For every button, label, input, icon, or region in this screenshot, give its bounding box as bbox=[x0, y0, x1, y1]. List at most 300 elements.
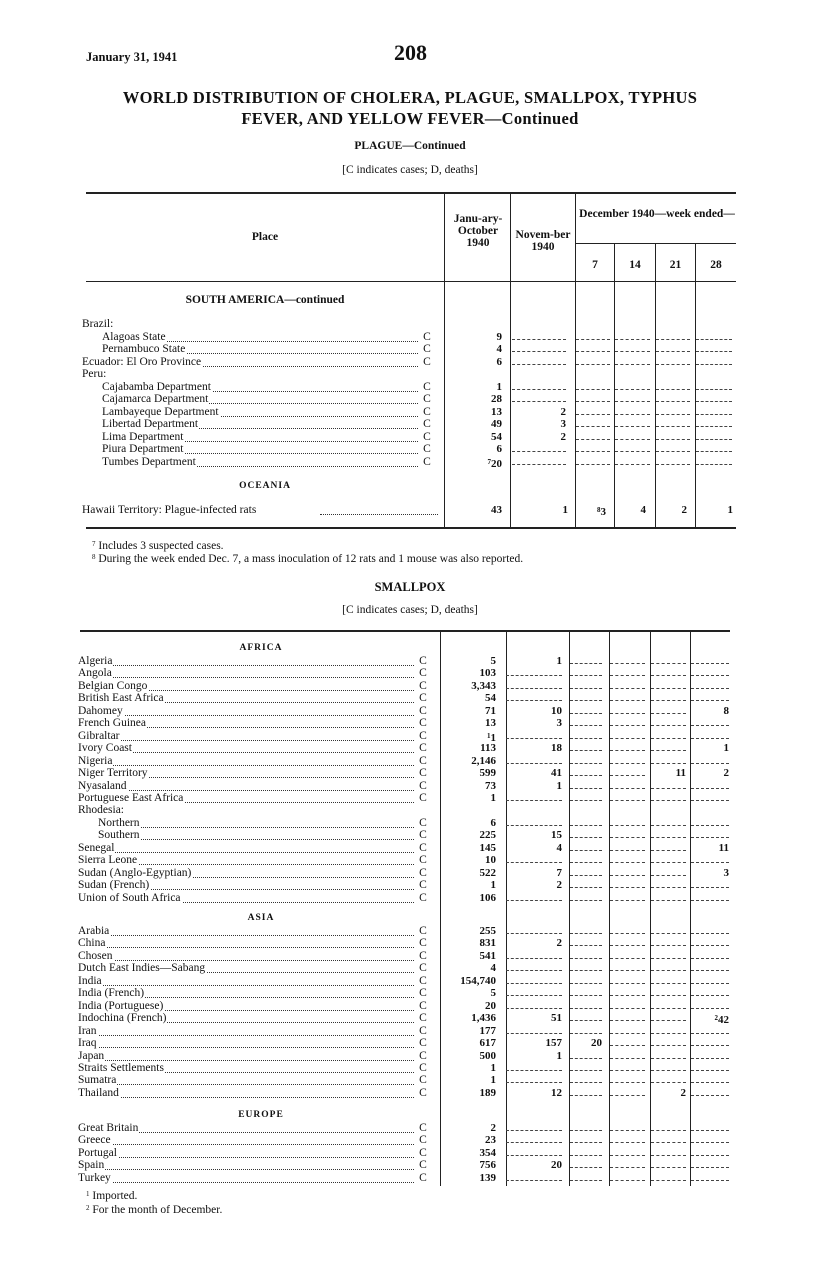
empty-cell-w7 bbox=[576, 406, 610, 415]
row-code: C bbox=[419, 1037, 427, 1050]
section-africa: AFRICA bbox=[239, 643, 283, 653]
empty-cell-w28 bbox=[691, 879, 729, 888]
row-place bbox=[78, 937, 416, 950]
empty-cell-w28 bbox=[691, 755, 729, 764]
empty-cell-w21 bbox=[651, 692, 686, 701]
smallpox-heading: SMALLPOX bbox=[374, 580, 446, 594]
empty-cell-w14 bbox=[610, 962, 645, 971]
empty-cell-w14 bbox=[615, 331, 650, 340]
cell-jan-oct: 177 bbox=[479, 1024, 496, 1037]
row-place bbox=[78, 792, 416, 805]
empty-cell-w7 bbox=[570, 780, 602, 789]
row-code: C bbox=[423, 393, 431, 405]
table-row bbox=[0, 792, 816, 805]
empty-cell-w7 bbox=[576, 381, 610, 390]
empty-cell-w21 bbox=[651, 1012, 686, 1021]
footnote-ref: 1 bbox=[487, 731, 491, 740]
empty-cell-w21 bbox=[651, 742, 686, 751]
section-oceania: OCEANIA bbox=[239, 481, 291, 491]
row-place-text: Pernambuco State bbox=[102, 343, 186, 355]
empty-cell-nov bbox=[512, 381, 566, 390]
row-code: C bbox=[419, 816, 427, 829]
cell-nov: 4 bbox=[556, 841, 562, 854]
empty-cell-w7 bbox=[576, 443, 610, 452]
empty-cell-w28 bbox=[691, 892, 729, 901]
cell-week-21: 2 bbox=[681, 504, 687, 516]
row-place-text: Greece bbox=[78, 1134, 111, 1147]
empty-cell-w28 bbox=[696, 418, 732, 427]
row-place bbox=[102, 331, 420, 344]
row-code: C bbox=[419, 974, 427, 987]
row-place-text: Portugal bbox=[78, 1146, 117, 1159]
col-header-week-21: 21 bbox=[669, 259, 682, 271]
cell-w28: 1 bbox=[723, 742, 729, 755]
table-row bbox=[0, 867, 816, 880]
table-row bbox=[0, 742, 816, 755]
empty-cell-w14 bbox=[610, 755, 645, 764]
empty-cell-w7 bbox=[570, 1050, 602, 1059]
table-row bbox=[0, 343, 816, 356]
empty-cell-w14 bbox=[615, 343, 650, 352]
empty-cell-w21 bbox=[656, 406, 690, 415]
empty-cell-w21 bbox=[656, 431, 690, 440]
row-place bbox=[78, 767, 416, 780]
row-code: C bbox=[419, 854, 427, 867]
row-place bbox=[78, 867, 416, 880]
empty-cell-w7 bbox=[570, 975, 602, 984]
row-code: C bbox=[419, 754, 427, 767]
row-code: C bbox=[423, 405, 431, 418]
cell-jan-oct: 54 bbox=[491, 430, 502, 443]
empty-cell-w14 bbox=[610, 925, 645, 934]
cell-jan-oct: 10 bbox=[485, 854, 496, 867]
empty-cell-w7 bbox=[570, 1122, 602, 1131]
empty-cell-w21 bbox=[651, 854, 686, 863]
row-place bbox=[78, 1025, 416, 1038]
row-code: C bbox=[419, 925, 427, 937]
empty-cell-nov bbox=[512, 331, 566, 340]
empty-cell-w21 bbox=[651, 962, 686, 971]
empty-cell-w7 bbox=[570, 1159, 602, 1168]
cell-nov: 1 bbox=[556, 1049, 562, 1062]
row-place-text: Indochina (French) bbox=[78, 1012, 167, 1025]
table-row bbox=[0, 655, 816, 668]
smallpox-footnote-2: $^2$ For the month of December. bbox=[86, 1204, 223, 1216]
empty-cell-nov bbox=[506, 1122, 562, 1131]
cell-nov: 10 bbox=[551, 704, 562, 717]
table-row bbox=[0, 368, 816, 381]
empty-cell-w14 bbox=[610, 1012, 645, 1021]
plague-legend: [C indicates cases; D, deaths] bbox=[342, 164, 478, 176]
empty-cell-w7 bbox=[576, 356, 610, 365]
empty-cell-w28 bbox=[691, 1050, 729, 1059]
page-number: 208 bbox=[394, 40, 427, 65]
empty-cell-w21 bbox=[651, 1159, 686, 1168]
cell-w28: 11 bbox=[718, 841, 729, 854]
cell-jan-oct: 354 bbox=[479, 1146, 496, 1159]
empty-cell-w7 bbox=[570, 655, 602, 664]
empty-cell-w21 bbox=[651, 817, 686, 826]
empty-cell-w14 bbox=[610, 792, 645, 801]
row-code: C bbox=[419, 1061, 427, 1074]
empty-cell-w21 bbox=[651, 705, 686, 714]
empty-cell-w14 bbox=[610, 1037, 645, 1046]
smallpox-table-top-rule bbox=[80, 630, 730, 632]
table-row bbox=[0, 1172, 816, 1185]
cell-jan-oct: 1 bbox=[490, 1074, 496, 1087]
empty-cell-w14 bbox=[610, 892, 645, 901]
cell-value: 42 bbox=[718, 1014, 729, 1027]
cell-jan-oct: 541 bbox=[479, 949, 496, 962]
table-row bbox=[0, 1134, 816, 1147]
empty-cell-w14 bbox=[610, 1159, 645, 1168]
row-code: C bbox=[419, 717, 427, 730]
empty-cell-w28 bbox=[691, 1087, 729, 1096]
empty-cell-w28 bbox=[691, 680, 729, 689]
empty-cell-nov bbox=[512, 356, 566, 365]
cell-jan-oct: 1,436 bbox=[471, 1012, 496, 1025]
table-row bbox=[0, 1087, 816, 1100]
empty-cell-w28 bbox=[691, 1134, 729, 1143]
row-place-text: Sumatra bbox=[78, 1074, 117, 1087]
row-code: C bbox=[419, 1024, 427, 1037]
empty-cell-w14 bbox=[610, 730, 645, 739]
cell-jan-oct: 2 bbox=[490, 1122, 496, 1134]
empty-cell-nov bbox=[506, 1134, 562, 1143]
row-place bbox=[78, 1159, 416, 1172]
empty-cell-w14 bbox=[610, 817, 645, 826]
empty-cell-w21 bbox=[656, 343, 690, 352]
empty-cell-w21 bbox=[651, 892, 686, 901]
empty-cell-w21 bbox=[656, 393, 690, 402]
empty-cell-w14 bbox=[615, 443, 650, 452]
row-code: C bbox=[419, 949, 427, 962]
cell-jan-oct: 23 bbox=[485, 1134, 496, 1147]
table-row bbox=[0, 854, 816, 867]
row-code: C bbox=[419, 729, 427, 742]
cell-jan-oct: 71 bbox=[485, 704, 496, 717]
empty-cell-w7 bbox=[570, 680, 602, 689]
row-place-text: Dutch East Indies—Sabang bbox=[78, 962, 206, 975]
empty-cell-w7 bbox=[570, 1000, 602, 1009]
table-row bbox=[0, 456, 816, 469]
cell-nov: 15 bbox=[551, 829, 562, 842]
row-code: C bbox=[419, 704, 427, 717]
cell-jan-oct: 5 bbox=[490, 655, 496, 667]
empty-cell-w21 bbox=[651, 1000, 686, 1009]
col-header-dec-group: December 1940—week ended— bbox=[579, 208, 735, 220]
plague-dec-subheader-rule bbox=[576, 243, 736, 244]
empty-cell-w7 bbox=[570, 1172, 602, 1181]
empty-cell-w28 bbox=[696, 393, 732, 402]
empty-cell-w28 bbox=[691, 1172, 729, 1181]
row-place bbox=[78, 987, 416, 1000]
row-code: C bbox=[419, 829, 427, 842]
empty-cell-w21 bbox=[651, 1134, 686, 1143]
row-code: C bbox=[419, 1074, 427, 1087]
cell-jan-oct: 9 bbox=[496, 330, 502, 343]
empty-cell-w7 bbox=[570, 1025, 602, 1034]
cell-nov: 2 bbox=[560, 430, 566, 443]
cell-jan-oct: 2,146 bbox=[471, 754, 496, 767]
empty-cell-nov bbox=[506, 987, 562, 996]
row-place-text: Sierra Leone bbox=[78, 854, 138, 867]
empty-cell-w28 bbox=[691, 925, 729, 934]
table-row bbox=[0, 755, 816, 768]
cell-jan-oct: 73 bbox=[485, 779, 496, 792]
empty-cell-w21 bbox=[651, 680, 686, 689]
empty-cell-w28 bbox=[691, 950, 729, 959]
row-place-text: Turkey bbox=[78, 1171, 111, 1184]
row-code: C bbox=[419, 767, 427, 780]
plague-table-top-rule bbox=[86, 192, 736, 194]
row-code: C bbox=[423, 355, 431, 368]
row-place bbox=[78, 692, 416, 705]
row-place bbox=[78, 1172, 416, 1185]
table-row bbox=[0, 1122, 816, 1135]
row-place-text: Iran bbox=[78, 1024, 97, 1037]
empty-cell-w21 bbox=[651, 879, 686, 888]
row-place-text: Japan bbox=[78, 1049, 105, 1062]
cell-nov: 1 bbox=[562, 504, 568, 516]
empty-cell-w28 bbox=[696, 431, 732, 440]
cell-w28: 3 bbox=[723, 866, 729, 879]
empty-cell-w21 bbox=[656, 331, 690, 340]
empty-cell-w7 bbox=[570, 962, 602, 971]
empty-cell-w7 bbox=[570, 730, 602, 739]
row-place-text: Brazil: bbox=[82, 318, 114, 330]
table-row bbox=[0, 804, 816, 817]
empty-cell-w14 bbox=[615, 418, 650, 427]
row-place bbox=[78, 755, 416, 768]
row-code: C bbox=[419, 1086, 427, 1099]
row-place bbox=[98, 817, 416, 830]
row-code: C bbox=[419, 1159, 427, 1172]
empty-cell-w7 bbox=[570, 692, 602, 701]
cell-nov: 51 bbox=[551, 1012, 562, 1025]
empty-cell-w14 bbox=[610, 692, 645, 701]
empty-cell-w28 bbox=[691, 1025, 729, 1034]
empty-cell-nov bbox=[506, 975, 562, 984]
cell-w7: 20 bbox=[591, 1037, 602, 1050]
cell-jan-oct: 617 bbox=[479, 1037, 496, 1050]
cell-nov: 1 bbox=[556, 655, 562, 667]
empty-cell-nov bbox=[506, 892, 562, 901]
leader-dots bbox=[320, 505, 438, 515]
cell-nov: 18 bbox=[551, 742, 562, 755]
empty-cell-w28 bbox=[691, 1159, 729, 1168]
empty-cell-nov bbox=[506, 667, 562, 676]
empty-cell-w14 bbox=[615, 456, 650, 465]
row-place bbox=[78, 717, 416, 730]
row-place bbox=[98, 829, 416, 842]
table-row bbox=[0, 1025, 816, 1038]
table-row bbox=[0, 692, 816, 705]
section-asia: ASIA bbox=[247, 913, 275, 923]
row-code: C bbox=[419, 841, 427, 854]
cell-jan-oct: 189 bbox=[479, 1086, 496, 1099]
table-row bbox=[0, 950, 816, 963]
cell-jan-oct: 43 bbox=[491, 504, 502, 516]
row-code: C bbox=[419, 1171, 427, 1184]
empty-cell-w14 bbox=[615, 393, 650, 402]
cell-value: 1 bbox=[490, 731, 496, 744]
empty-cell-w14 bbox=[610, 667, 645, 676]
row-place bbox=[102, 343, 420, 356]
footnote-ref: 2 bbox=[714, 1014, 718, 1023]
row-place bbox=[102, 393, 420, 406]
cell-week-14: 4 bbox=[640, 504, 646, 516]
row-place-text: Niger Territory bbox=[78, 767, 148, 780]
table-row bbox=[0, 717, 816, 730]
table-row bbox=[0, 318, 816, 331]
table-row bbox=[0, 987, 816, 1000]
row-place-text: Piura Department bbox=[102, 443, 184, 455]
row-code: C bbox=[423, 443, 431, 455]
empty-cell-w21 bbox=[651, 1172, 686, 1181]
empty-cell-w28 bbox=[696, 456, 732, 465]
cell-jan-oct: 522 bbox=[479, 866, 496, 879]
row-place-text: Southern bbox=[98, 829, 140, 842]
row-place-text: Nigeria bbox=[78, 754, 113, 767]
row-place bbox=[78, 667, 416, 680]
empty-cell-w7 bbox=[576, 456, 610, 465]
cell-jan-oct: 49 bbox=[491, 418, 502, 430]
row-place-text: Chosen bbox=[78, 949, 113, 962]
empty-cell-w14 bbox=[610, 680, 645, 689]
empty-cell-nov bbox=[506, 692, 562, 701]
row-place-text: Belgian Congo bbox=[78, 679, 148, 692]
cell-nov: 12 bbox=[551, 1086, 562, 1099]
empty-cell-w14 bbox=[610, 950, 645, 959]
empty-cell-w21 bbox=[651, 987, 686, 996]
empty-cell-w7 bbox=[570, 925, 602, 934]
empty-cell-w14 bbox=[610, 717, 645, 726]
empty-cell-nov bbox=[506, 1062, 562, 1071]
empty-cell-w14 bbox=[610, 705, 645, 714]
row-place bbox=[78, 742, 416, 755]
empty-cell-w28 bbox=[691, 1000, 729, 1009]
row-code: C bbox=[419, 1012, 427, 1025]
row-place-text: India (Portuguese) bbox=[78, 999, 164, 1012]
row-code: C bbox=[419, 1122, 427, 1134]
cell-jan-oct: 113 bbox=[480, 742, 496, 755]
empty-cell-w7 bbox=[570, 1062, 602, 1071]
page-title-line-1: WORLD DISTRIBUTION OF CHOLERA, PLAGUE, SMALLPOX, TYPHUS bbox=[122, 88, 698, 107]
empty-cell-w21 bbox=[651, 655, 686, 664]
empty-cell-w7 bbox=[570, 755, 602, 764]
empty-cell-w28 bbox=[691, 1062, 729, 1071]
row-code: C bbox=[423, 430, 431, 443]
empty-cell-w7 bbox=[576, 418, 610, 427]
table-row bbox=[0, 975, 816, 988]
page-title-line-2: FEVER, AND YELLOW FEVER—Continued bbox=[241, 109, 579, 128]
empty-cell-w14 bbox=[610, 854, 645, 863]
empty-cell-w14 bbox=[610, 780, 645, 789]
empty-cell-w28 bbox=[691, 667, 729, 676]
row-code: C bbox=[419, 667, 427, 680]
table-row bbox=[0, 1159, 816, 1172]
empty-cell-w7 bbox=[576, 431, 610, 440]
row-place bbox=[78, 962, 416, 975]
empty-cell-w28 bbox=[691, 975, 729, 984]
cell-week-7: $^8$3 bbox=[597, 506, 606, 518]
row-code: C bbox=[423, 418, 431, 430]
row-place-text: French Guinea bbox=[78, 717, 147, 730]
empty-cell-w21 bbox=[651, 780, 686, 789]
cell-jan-oct: 145 bbox=[479, 841, 496, 854]
empty-cell-nov bbox=[512, 443, 566, 452]
col-header-nov: Novem-ber 1940 bbox=[515, 229, 571, 253]
empty-cell-w28 bbox=[696, 406, 732, 415]
row-place bbox=[78, 1087, 416, 1100]
row-place-text: Union of South Africa bbox=[78, 891, 181, 904]
row-place-text: Ivory Coast bbox=[78, 742, 132, 755]
empty-cell-w21 bbox=[656, 456, 690, 465]
empty-cell-nov bbox=[506, 1172, 562, 1181]
table-row bbox=[0, 1012, 816, 1025]
empty-cell-w21 bbox=[656, 356, 690, 365]
empty-cell-nov bbox=[506, 854, 562, 863]
row-place-text: India (French) bbox=[78, 987, 145, 1000]
row-place bbox=[78, 892, 416, 905]
empty-cell-w28 bbox=[691, 962, 729, 971]
empty-cell-w7 bbox=[570, 1012, 602, 1021]
empty-cell-nov bbox=[506, 1074, 562, 1083]
cell-jan-oct: 5 bbox=[490, 987, 496, 1000]
row-place bbox=[78, 655, 416, 668]
table-row bbox=[0, 817, 816, 830]
table-row bbox=[0, 418, 816, 431]
row-place bbox=[78, 1062, 416, 1075]
row-place-text: Straits Settlements bbox=[78, 1061, 164, 1074]
empty-cell-w21 bbox=[651, 1122, 686, 1131]
empty-cell-nov bbox=[512, 343, 566, 352]
row-code: C bbox=[419, 1049, 427, 1062]
empty-cell-nov bbox=[512, 393, 566, 402]
row-place-text: Peru: bbox=[82, 368, 107, 380]
row-place-text: Algeria bbox=[78, 655, 113, 667]
empty-cell-w28 bbox=[691, 692, 729, 701]
row-place-text: Cajabamba Department bbox=[102, 380, 211, 393]
empty-cell-w14 bbox=[615, 431, 650, 440]
col-header-week-14: 14 bbox=[629, 259, 641, 271]
cell-jan-oct: 1 bbox=[496, 380, 502, 393]
row-place-text: Great Britain bbox=[78, 1122, 139, 1134]
row-place bbox=[82, 368, 420, 381]
table-row bbox=[0, 1147, 816, 1160]
empty-cell-w7 bbox=[570, 842, 602, 851]
cell-jan-oct: 4 bbox=[490, 962, 496, 975]
empty-cell-nov bbox=[506, 680, 562, 689]
table-row bbox=[0, 331, 816, 344]
empty-cell-w7 bbox=[576, 393, 610, 402]
empty-cell-w7 bbox=[570, 742, 602, 751]
row-place-text: Arabia bbox=[78, 925, 110, 937]
empty-cell-w28 bbox=[691, 780, 729, 789]
empty-cell-w7 bbox=[570, 792, 602, 801]
row-place bbox=[78, 1012, 416, 1025]
empty-cell-w7 bbox=[570, 1074, 602, 1083]
table-row bbox=[0, 381, 816, 394]
empty-cell-w21 bbox=[651, 950, 686, 959]
empty-cell-w14 bbox=[610, 987, 645, 996]
empty-cell-w14 bbox=[610, 1147, 645, 1156]
row-place bbox=[78, 842, 416, 855]
cell-week-28: 1 bbox=[727, 504, 733, 516]
cell-nov: 2 bbox=[560, 405, 566, 418]
row-place-text: Cajamarca Department bbox=[102, 393, 209, 405]
